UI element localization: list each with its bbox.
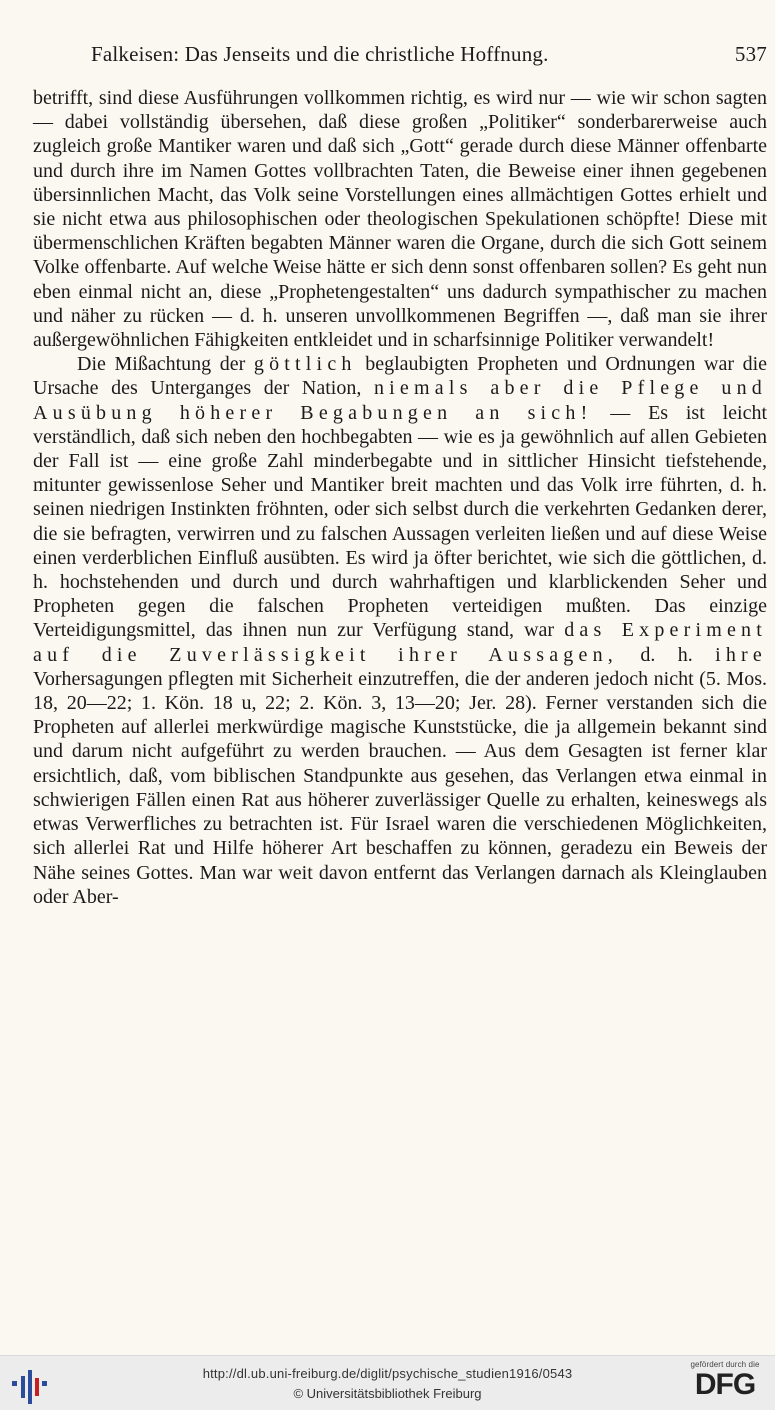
dfg-funding [685, 1360, 765, 1400]
paragraph-2-text-a: Die Mißachtung der [77, 353, 246, 376]
emphasis-experiment: das Experiment auf die Zuverlässigkeit ihrer Aussagen, [33, 619, 768, 666]
paragraph-2-text-g: d. h. [640, 643, 693, 666]
emphasis-pflege: niemals aber die Pflege und Ausübung höherer Begabungen an sich! [33, 377, 767, 424]
body-text [33, 86, 767, 909]
viewer-footer [0, 1355, 775, 1410]
paragraph-2-text-i: Vorhersagungen pflegten mit Sicherheit einzutreffen, die der anderen jedoch nicht (5. Mos. 18, 20—22; 1. Kön. 18 u, 22; 2. Kön. 3, 13—20; Jer. 28). Ferner verstanden sich die Propheten auf allerlei merkwürdige magische Kunststücke, die ja allgemein bekannt sind und darum nicht aufgeführt zu werden brauchen. — Aus dem Gesagten ist ferner klar ersichtlich, daß, vom biblischen Standpunkte aus gesehen, das Verlangen etwa einmal in schwierigen Fällen einen Rat aus höherer zuverlässiger Quelle zu erhalten, keineswegs als etwas Verwerfliches zu betrachten ist. Für Israel waren die verschiedenen Möglichkeiten, sich allerlei Rat und Hilfe höherer Art beschaffen zu können, geradezu ein Beweis der Nähe seines Gottes. Man war weit davon entfernt das Verlangen darnach als Kleinglauben oder Aber- [33, 667, 767, 908]
book-page [33, 42, 767, 909]
page-number: 537 [734, 42, 767, 66]
paragraph-2 [33, 352, 767, 909]
dfg-caption: gefördert durch die [690, 1360, 760, 1369]
permalink-url[interactable]: http://dl.ub.uni-freiburg.de/diglit/psychische_studien1916/0543 [202, 1366, 573, 1381]
emphasis-goettlich: göttlich [253, 353, 357, 376]
emphasis-ihre: ihre [715, 643, 767, 666]
dfg-logo[interactable]: DFG [694, 1368, 756, 1401]
paragraph-2-text-e: — Es ist leicht verständlich, daß sich neben den hochbegabten — wie es ja gewöhnlich auf allen Gebieten der Fall ist — eine große Zahl minderbegabte und in sittlicher Hinsicht tiefstehende, mitunter gewissenlose Seher und Mantiker breit machten und das Volk irre führten, d. h. seinen niedrigen Instinkten fröhnten, oder sich selbst durch die verkehrten Gedanken derer, die sie befragten, verwirren und zu falschen Aussagen verleiten ließen und auf diese Weise einen verderblichen Einfluß ausübten. Es wird ja öfter berichtet, wie sich die göttlichen, d. h. hochstehenden und durch und durch wahrhaftigen und klarblickenden Seher und Propheten gegen die falschen Propheten verteidigen mußten. Das einzige Verteidigungsmittel, das ihnen nun zur Verfügung stand, war [33, 401, 767, 642]
copyright-notice: © Universitätsbibliothek Freiburg [293, 1386, 482, 1401]
running-title: Falkeisen: Das Jenseits und die christliche Hoffnung. [91, 42, 549, 66]
paragraph-1: betrifft, sind diese Ausführungen vollkommen richtig, es wird nur — wie wir schon sagten — dabei vollständig übersehen, daß diese großen „Politiker“ sonderbarerweise auch zugleich große Mantiker waren und daß sich „Gott“ gerade durch diese Männer offenbarte und durch ihre im Namen Gottes vollbrachten Taten, die Beweise einer ihnen gegebenen übersinnlichen Macht, das Volk seine Vorstellungen eines allmächtigen Gottes erhielt und sie nicht etwa aus philosophischen oder theologischen Spekulationen schöpfte! Diese mit übermenschlichen Kräften begabten Männer waren die Organe, durch die sich Gott seinem Volke offenbarte. Auf welche Weise hätte er sich denn sonst offenbaren sollen? Es geht nun eben einmal nicht an, diese „Prophetengestalten“ uns dadurch sympathischer zu machen und näher zu rücken — d. h. unseren unvollkommenen Begriffen —, daß man sie ihrer außergewöhnlichen Fähigkeiten entkleidet und in scharfsinnige Politiker verwandelt! [33, 87, 767, 352]
paragraph-2-text-c: beglaubigten Propheten und Ordnungen war die Ursache des Unterganges der Nation, [33, 353, 768, 400]
running-head [33, 42, 767, 72]
